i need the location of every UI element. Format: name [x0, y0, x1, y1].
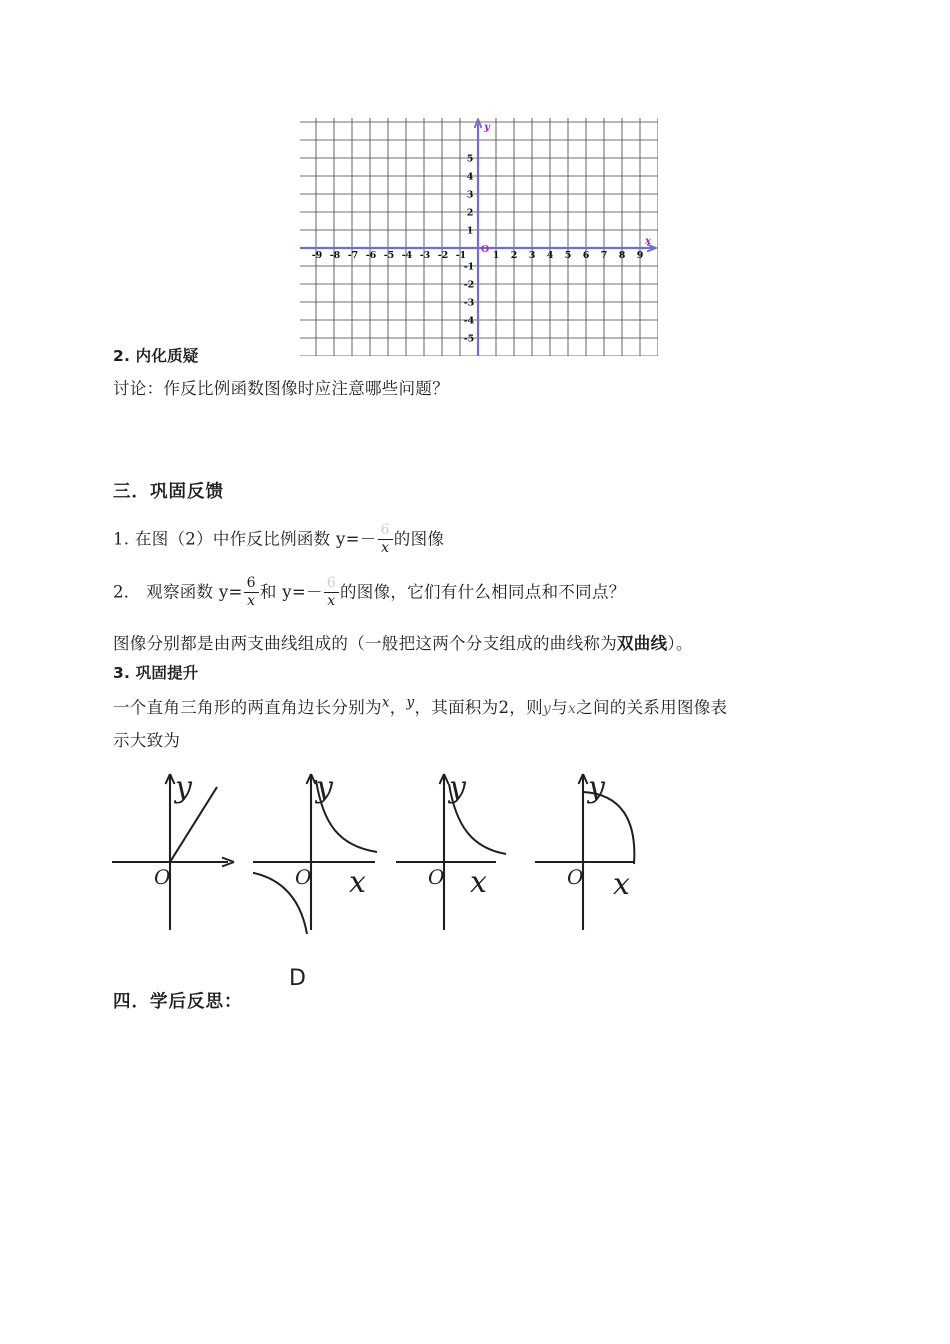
- answer-term-hyperbola: 双曲线: [617, 634, 668, 653]
- y-tick-label: 5: [466, 153, 474, 165]
- question-2-middle: 和 y=－: [259, 582, 323, 602]
- option-b-svg: [253, 762, 403, 937]
- q3-text-c: ，则: [509, 698, 543, 717]
- x-tick-label: -8: [329, 250, 341, 261]
- question-2-fraction-2: [324, 576, 339, 608]
- heading-3-consolidate-feedback: 三．巩固反馈: [113, 482, 224, 502]
- question-1-prefix: 1. 在图（2）中作反比例函数 y=－: [113, 529, 377, 549]
- coordinate-grid-svg: [300, 118, 658, 356]
- question-2-fraction-1-numerator: 6: [246, 575, 256, 591]
- option-c-x-label: x: [470, 865, 487, 900]
- option-a-y-label: y: [175, 770, 192, 805]
- q3-text-a: 一个直角三角形的两直角边长分别为: [113, 698, 382, 717]
- question-1-fraction: [378, 523, 393, 555]
- x-tick-label: 9: [636, 250, 644, 261]
- question-2-suffix: 的图像，它们有什么相同点和不同点？: [339, 582, 626, 602]
- question-2-fraction-2-denominator: x: [327, 593, 336, 609]
- y-axis-name: y: [484, 122, 490, 133]
- option-d-x-label: x: [613, 867, 630, 902]
- question-3-line-1: [113, 694, 727, 718]
- x-tick-label: 4: [546, 250, 554, 261]
- y-tick-label: 3: [466, 189, 474, 201]
- question-2-fraction-1: [244, 576, 259, 608]
- question-2-prefix: 2． 观察函数 y=: [113, 582, 243, 602]
- x-tick-label: 6: [582, 250, 590, 261]
- question-2-row: [113, 577, 626, 609]
- option-c-hyperbola-one-branch: [396, 762, 546, 937]
- option-a-origin-label: O: [154, 865, 171, 889]
- q3-text-d: 与: [551, 698, 568, 717]
- q3-text-b: ，其面积为: [414, 698, 499, 717]
- question-1-fraction-denominator: x: [381, 540, 390, 556]
- answer-text-row: [113, 630, 693, 654]
- x-tick-label: -7: [347, 250, 359, 261]
- x-tick-label: 5: [564, 250, 572, 261]
- option-a-linear: [112, 762, 262, 937]
- x-tick-label: -3: [419, 250, 431, 261]
- x-tick-label: -1: [455, 250, 467, 261]
- q3-var-y-2: y: [542, 701, 552, 717]
- question-2-fraction-2-numerator: 6: [326, 575, 336, 591]
- x-tick-label: 7: [600, 250, 608, 261]
- q3-text-e: 之间的关系用图像表: [576, 698, 728, 717]
- section-2-body-text: 讨论：作反比例函数图像时应注意哪些问题？: [113, 379, 449, 398]
- answer-text-tail: ）。: [667, 634, 693, 653]
- question-1-fraction-numerator: 6: [380, 522, 390, 538]
- x-tick-label: 1: [492, 250, 500, 261]
- question-1-suffix: 的图像: [393, 529, 445, 549]
- x-tick-label: -9: [311, 250, 323, 261]
- option-d-y-label: y: [588, 770, 605, 805]
- question-2-fraction-1-denominator: x: [247, 593, 256, 609]
- question-1-row: [113, 524, 444, 556]
- option-c-y-label: y: [449, 770, 466, 805]
- x-tick-label: 2: [510, 250, 518, 261]
- option-a-svg: [112, 762, 262, 937]
- option-b-x-label: x: [349, 865, 366, 900]
- option-c-svg: [396, 762, 546, 937]
- option-d-svg: [535, 762, 685, 937]
- q3-var-y: y: [406, 694, 415, 711]
- option-d-origin-label: O: [567, 865, 584, 889]
- answer-text-lead: 图像分别都是由两支曲线组成的（一般把这两个分支组成的曲线称为: [113, 634, 617, 653]
- option-c-origin-label: O: [428, 865, 445, 889]
- heading-4-reflection: 四．学后反思：: [113, 992, 243, 1012]
- y-tick-label: 1: [466, 225, 474, 237]
- q3-area-value: 2: [498, 698, 510, 717]
- origin-label: O: [480, 244, 490, 255]
- y-tick-label: -1: [463, 261, 475, 273]
- y-tick-label: 2: [466, 207, 474, 219]
- q3-comma: ，: [389, 698, 407, 717]
- option-b-hyperbola-two-branch: [253, 762, 403, 937]
- q3-var-x: x: [381, 694, 390, 711]
- option-d-concave-arc: [535, 762, 685, 937]
- heading-2-internalize: 2. 内化质疑: [113, 347, 199, 365]
- q3-var-x-2: x: [567, 701, 577, 717]
- x-tick-label: -6: [365, 250, 377, 261]
- y-tick-label: -4: [463, 315, 475, 327]
- question-3-line-2: 示大致为: [113, 731, 181, 750]
- coordinate-grid-figure: [300, 118, 658, 356]
- x-tick-label: -2: [437, 250, 449, 261]
- x-tick-label: -4: [401, 250, 413, 261]
- x-tick-label: -5: [383, 250, 395, 261]
- y-tick-label: -3: [463, 297, 475, 309]
- y-tick-label: 4: [466, 171, 474, 183]
- y-tick-label: -2: [463, 279, 475, 291]
- answer-letter: D: [289, 966, 306, 991]
- x-tick-label: 3: [528, 250, 536, 261]
- option-b-origin-label: O: [295, 865, 312, 889]
- x-axis-name: x: [645, 236, 651, 247]
- x-tick-label: 8: [618, 250, 626, 261]
- y-tick-label: -5: [463, 333, 475, 345]
- grid-tick-labels: [312, 122, 652, 345]
- heading-3-3-improve: 3. 巩固提升: [113, 664, 199, 682]
- option-b-y-label: y: [316, 770, 333, 805]
